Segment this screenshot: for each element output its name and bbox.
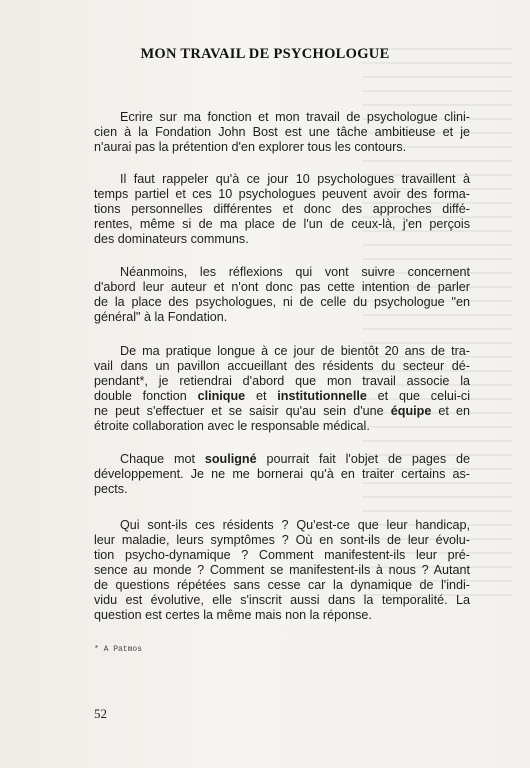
page-number: 52 [94, 706, 107, 721]
text-line: d'abord leur auteur et n'ont donc pas cette intention de parler [94, 280, 470, 294]
text-line: leur maladie, leurs symptômes ? Où en sont-ils de leur évolu- [94, 533, 470, 547]
text-line: Néanmoins, les réflexions qui vont suivre concernent [120, 265, 470, 279]
text-line: sence au monde ? Comment se manifestent-ils à nous ? Autant [94, 563, 470, 577]
paragraph-6 [94, 518, 470, 623]
text-line: pects. [94, 482, 128, 496]
text-line: De ma pratique longue à ce jour de bientôt 20 ans de tra- [120, 344, 470, 358]
text-line: étroite collaboration avec le responsable médical. [94, 419, 370, 433]
text-line: Qui sont-ils ces résidents ? Qu'est-ce que leur handicap, [120, 518, 470, 532]
text-line: n'aurai pas la prétention d'en explorer tous les contours. [94, 140, 407, 154]
text-line: tion psycho-dynamique ? Comment manifestent-ils leur pré- [94, 548, 470, 562]
text-line: Chaque mot souligné pourrait fait l'objet de pages de [120, 452, 471, 466]
bold-term: clinique [197, 389, 246, 403]
text-line: ne peut s'effectuer et se saisir qu'au sein d'une équipe et en [94, 404, 470, 418]
text-line: de la place des psychologues, ni de celle du psychologue "en [94, 295, 470, 309]
paragraph-5 [94, 452, 470, 497]
text-line: question est certes la même mais non la réponse. [94, 608, 372, 622]
text-line: vidu est évolutive, elle s'inscrit aussi dans la temporalité. La [94, 593, 470, 607]
text-line: de questions répétées sans cesse car la dynamique de l'indi- [94, 578, 470, 592]
text-line: général" à la Fondation. [94, 310, 228, 324]
text-line: tions personnelles différentes et donc des approches diffé- [94, 202, 470, 216]
text-line: temps partiel et ces 10 psychologues peuvent avoir des forma- [94, 187, 470, 201]
text-line: double fonction clinique et institutionnelle et que celui-ci [94, 389, 470, 403]
paragraph-2 [94, 172, 470, 247]
paragraph-3 [94, 265, 470, 325]
text-line: vail dans un pavillon accueillant des résidents du secteur dé- [94, 359, 470, 373]
paragraph-4 [94, 344, 470, 434]
text-line: développement. Je ne me bornerai qu'à en traiter certains as- [94, 467, 470, 481]
footnote: * A Patmos [94, 645, 143, 654]
text-line: Ecrire sur ma fonction et mon travail de psychologue clini- [120, 110, 470, 124]
paragraph-1 [94, 110, 470, 155]
page-title: MON TRAVAIL DE PSYCHOLOGUE [140, 46, 390, 62]
bold-term: équipe [390, 404, 432, 418]
text-line: cien à la Fondation John Bost est une tâche ambitieuse et je [94, 125, 470, 139]
text-line: pendant*, je retiendrai d'abord que mon travail associe la [94, 374, 470, 388]
text-line: rentes, même si de ma place de l'un de ceux-là, j'en perçois [94, 217, 470, 231]
text-line: des dominateurs communs. [94, 232, 249, 246]
bold-term: institutionnelle [277, 389, 367, 403]
bold-term: souligné [204, 452, 257, 466]
text-line: Il faut rappeler qu'à ce jour 10 psychologues travaillent à [120, 172, 470, 186]
